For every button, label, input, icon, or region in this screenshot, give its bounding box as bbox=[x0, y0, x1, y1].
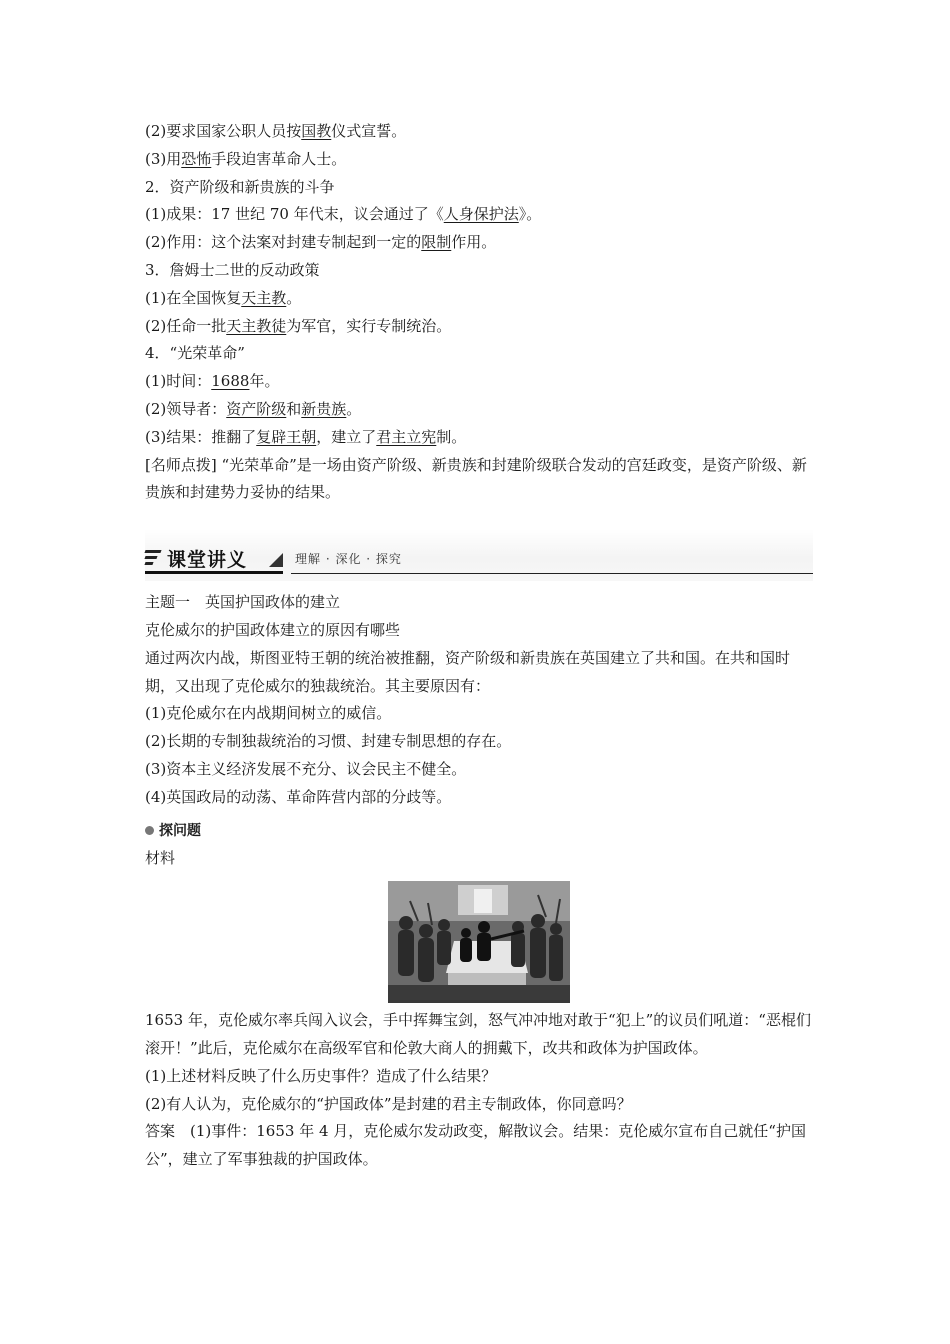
material-paragraph: 1653 年，克伦威尔率兵闯入议会，手中挥舞宝剑，怒气冲冲地对敢于“犯上”的议员们吼道：“恶棍们滚开！”此后，克伦威尔在高级军官和伦敦大商人的拥戴下，改共和政体为护国政体。 bbox=[145, 1011, 811, 1057]
outline-line bbox=[145, 313, 813, 341]
underlined-answer: 1688 bbox=[211, 372, 250, 391]
topic-question: 克伦威尔的护国政体建立的原因有哪些 bbox=[145, 620, 401, 639]
explore-heading bbox=[145, 818, 813, 846]
outline-line bbox=[145, 285, 813, 313]
question-item: (1)上述材料反映了什么历史事件？造成了什么结果？ bbox=[145, 1066, 497, 1085]
outline-line bbox=[145, 257, 813, 285]
underlined-answer: 天主教徒 bbox=[226, 316, 287, 335]
bullet-dot-icon bbox=[145, 826, 154, 835]
underlined-answer: 限制 bbox=[421, 233, 452, 252]
text-fragment: (2)作用：这个法案对封建专制起到一定的 bbox=[145, 233, 422, 252]
text-fragment: (1)成果：17 世纪 70 年代末，议会通过了《 bbox=[145, 205, 444, 224]
text-fragment: (2)要求国家公职人员按 bbox=[145, 122, 302, 140]
text-fragment: ，建立了 bbox=[316, 427, 377, 446]
explore-heading-text: 探问题 bbox=[159, 822, 201, 839]
underlined-answer: 国教 bbox=[301, 122, 332, 140]
reason-item: (2)长期的专制独裁统治的习惯、封建专制思想的存在。 bbox=[145, 732, 512, 751]
text-fragment: 。 bbox=[286, 288, 302, 307]
text-fragment: 3．詹姆士二世的反动政策 bbox=[145, 260, 320, 279]
reason-item: (1)克伦威尔在内战期间树立的威信。 bbox=[145, 704, 392, 723]
text-fragment: 仪式宣誓。 bbox=[331, 122, 407, 140]
banner-subtitle: 理解 · 深化 · 探究 bbox=[295, 552, 402, 567]
answer-paragraph: 答案 (1)事件：1653 年 4 月，克伦威尔发动政变，解散议会。结果：克伦威尔宣布自己就任“护国公”，建立了军事独裁的护国政体。 bbox=[145, 1122, 806, 1169]
underlined-answer: 恐怖 bbox=[181, 149, 212, 168]
text-fragment: (1)时间： bbox=[145, 372, 212, 391]
banner-title: 课堂讲义 bbox=[167, 548, 248, 571]
outline-line bbox=[145, 146, 813, 174]
text-fragment: 作用。 bbox=[451, 233, 497, 252]
outline-line bbox=[145, 174, 813, 202]
text-fragment: 为军官，实行专制统治。 bbox=[286, 316, 452, 335]
text-fragment: 和 bbox=[286, 399, 302, 418]
document-page bbox=[145, 118, 813, 1174]
outline-line bbox=[145, 340, 813, 368]
outline-line bbox=[145, 118, 813, 146]
text-fragment: 4．“光荣革命” bbox=[145, 344, 245, 363]
tip-paragraph: [名师点拨] “光荣革命”是一场由资产阶级、新贵族和封建阶级联合发动的宫廷政变，是资产阶级、新贵族和封建势力妥协的结果。 bbox=[145, 455, 807, 502]
outline-line bbox=[145, 229, 813, 257]
banner-stripes-icon bbox=[145, 549, 161, 567]
section-banner bbox=[145, 529, 813, 581]
text-fragment: (1)在全国恢复 bbox=[145, 288, 242, 307]
text-fragment: 。 bbox=[346, 399, 362, 418]
text-fragment: 年。 bbox=[249, 372, 280, 391]
text-fragment: (2)领导者： bbox=[145, 399, 227, 418]
text-fragment: 手段迫害革命人士。 bbox=[211, 149, 347, 168]
text-fragment: 制。 bbox=[436, 427, 467, 446]
underlined-answer: 人身保护法 bbox=[443, 205, 519, 224]
reason-item: (4)英国政局的动荡、革命阵营内部的分歧等。 bbox=[145, 787, 452, 806]
underlined-answer: 新贵族 bbox=[301, 399, 347, 418]
material-figure bbox=[145, 881, 813, 1003]
text-fragment: (3)用 bbox=[145, 149, 182, 168]
outline-line bbox=[145, 396, 813, 424]
outline-line bbox=[145, 424, 813, 452]
underlined-answer: 复辟王朝 bbox=[256, 427, 317, 446]
section-glorious-revolution bbox=[145, 118, 813, 452]
text-fragment: 》。 bbox=[518, 205, 542, 224]
text-fragment: 2．资产阶级和新贵族的斗争 bbox=[145, 177, 335, 196]
material-label: 材料 bbox=[145, 849, 176, 868]
text-fragment: (3)结果：推翻了 bbox=[145, 427, 257, 446]
underlined-answer: 资产阶级 bbox=[226, 399, 287, 418]
intro-paragraph: 通过两次内战，斯图亚特王朝的统治被推翻，资产阶级和新贵族在英国建立了共和国。在共和国时期，又出现了克伦威尔的独裁统治。其主要原因有： bbox=[145, 648, 791, 695]
text-fragment: (2)任命一批 bbox=[145, 316, 227, 335]
outline-line bbox=[145, 368, 813, 396]
banner-corner-triangle bbox=[269, 553, 283, 567]
outline-line bbox=[145, 201, 813, 229]
underlined-answer: 君主立宪 bbox=[376, 427, 437, 446]
reason-item: (3)资本主义经济发展不充分、议会民主不健全。 bbox=[145, 759, 467, 778]
banner-rule bbox=[291, 573, 813, 574]
banner-underline bbox=[145, 571, 283, 574]
banner-tile bbox=[145, 545, 283, 571]
question-item: (2)有人认为，克伦威尔的“护国政体”是封建的君主专制政体，你同意吗？ bbox=[145, 1094, 632, 1113]
topic-heading: 主题一 英国护国政体的建立 bbox=[145, 593, 341, 612]
underlined-answer: 天主教 bbox=[241, 288, 287, 307]
historical-engraving-image bbox=[388, 881, 570, 1003]
